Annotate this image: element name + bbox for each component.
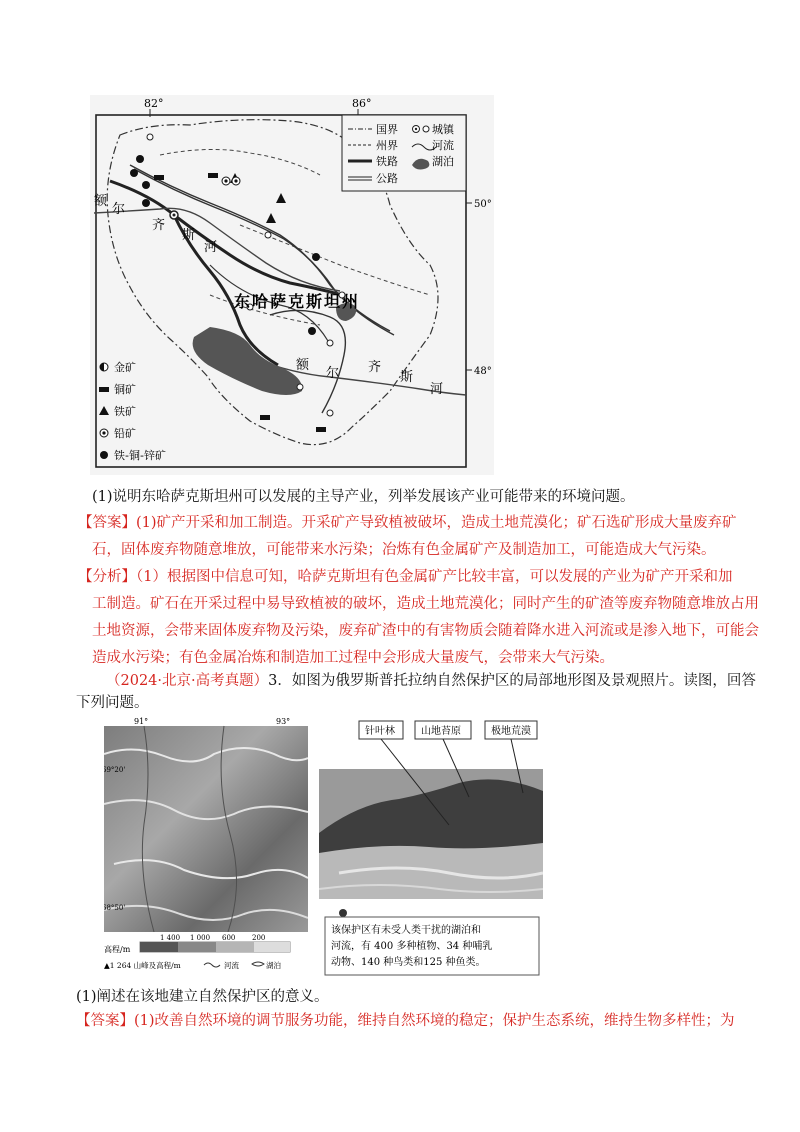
q3-1-answer-text: (1)改善自然环境的调节服务功能，维持自然环境的稳定；保护生态系统，维持生物多样性；为 bbox=[134, 1013, 735, 1029]
legend-lake: 湖泊 bbox=[266, 961, 281, 970]
elev-title: 高程/m bbox=[104, 945, 131, 954]
map-legend-top bbox=[342, 115, 466, 191]
river-char-4: 斯 bbox=[182, 228, 196, 243]
q1-analysis-line-3: 土地资源，会带来固体废弃物及污染，废弃矿渣中的有害物质会随着降水进入河流或是渗入地下，可能会 bbox=[92, 623, 759, 639]
legend-gonglu: 公路 bbox=[376, 172, 398, 185]
q3-stem-text-1: 3．如图为俄罗斯普托拉纳自然保护区的局部地形图及景观照片。读图，回答 bbox=[268, 673, 756, 689]
lon-label-86: 86° bbox=[352, 97, 372, 110]
legend-lead: 铅矿 bbox=[114, 427, 136, 440]
legend-chengzhen: 城镇 bbox=[432, 123, 454, 136]
river-char-5: 河 bbox=[204, 240, 218, 255]
legend-gold: 金矿 bbox=[114, 361, 136, 374]
legend-hubo: 湖泊 bbox=[432, 155, 454, 168]
q1-answer-tag: 【答案】 bbox=[78, 515, 136, 531]
photo-label-conifer: 针叶林 bbox=[365, 726, 395, 737]
east-kazakhstan-map-svg bbox=[90, 95, 494, 475]
photo-caption-line-1: 该保护区有未受人类干扰的湖泊和 bbox=[331, 925, 481, 936]
legend-guojie: 国界 bbox=[376, 123, 398, 136]
putorana-topo-svg bbox=[104, 714, 308, 974]
legend-peak: ▲1 264 山峰及高程/m bbox=[104, 961, 181, 970]
q3-stem-line-2: 下列问题。 bbox=[76, 695, 149, 711]
q1-analysis-tag: 【分析】 bbox=[78, 569, 136, 585]
lat-label-48: 48° bbox=[474, 366, 492, 377]
photo-label-tundra: 山地苔原 bbox=[421, 726, 461, 737]
q3-1-answer-tag: 【答案】 bbox=[76, 1013, 134, 1029]
lat-label-50: 50° bbox=[474, 199, 492, 210]
legend-zhoujie: 州界 bbox=[376, 139, 398, 152]
elev-tick-200: 200 bbox=[252, 934, 266, 942]
q1-analysis-line-2: 工制造。矿石在开采过程中易导致植被的破坏，造成土地荒漠化；同时产生的矿渣等废弃物随意堆放占用 bbox=[92, 596, 759, 612]
river-lower-char-4: 斯 bbox=[400, 370, 414, 385]
q1-answer-block bbox=[78, 510, 759, 672]
q1-analysis-line-4: 造成水污染；有色金属冶炼和制造加工过程中会形成大量废气，会带来大气污染。 bbox=[92, 650, 614, 666]
lon-label-82: 82° bbox=[144, 97, 164, 110]
legend-copper: 铜矿 bbox=[114, 383, 136, 396]
q1-question: (1)说明东哈萨克斯坦州可以发展的主导产业，列举发展该产业可能带来的环境问题。 bbox=[92, 489, 635, 505]
river-lower-char-1: 额 bbox=[296, 358, 310, 373]
photo-label-desert: 极地荒漠 bbox=[491, 726, 531, 737]
river-lower-char-5: 河 bbox=[430, 382, 444, 397]
q3-1-question: (1)阐述在该地建立自然保护区的意义。 bbox=[76, 989, 329, 1005]
topo-lon-93: 93° bbox=[276, 717, 291, 726]
q1-answer-text-1: (1)矿产开采和加工制造。开采矿产导致植被破坏，造成土地荒漠化；矿石选矿形成大量废弃矿 bbox=[136, 515, 737, 531]
legend-tielu: 铁路 bbox=[376, 155, 398, 168]
elev-tick-1400: 1 400 bbox=[160, 934, 181, 942]
river-lower-char-3: 齐 bbox=[368, 360, 382, 375]
legend-river: 河流 bbox=[224, 961, 239, 970]
q1-answer-line-2: 石，固体废弃物随意堆放，可能带来水污染；冶炼有色金属矿产及制造加工，可能造成大气污染。 bbox=[92, 542, 716, 558]
q1-analysis-text-1: （1）根据图中信息可知，哈萨克斯坦有色金属矿产比较丰富，可以发展的产业为矿产开采和加 bbox=[136, 569, 733, 585]
region-label: 东哈萨克斯坦州 bbox=[234, 292, 361, 311]
photo-caption-line-2: 河流，有 400 多种植物、34 种哺乳 bbox=[331, 941, 493, 952]
topo-lat-6920: 69°20' bbox=[104, 766, 126, 774]
legend-iron-copper-zinc: 铁-铜-锌矿 bbox=[114, 449, 166, 462]
photo-caption-line-3: 动物、140 种鸟类和125 种鱼类。 bbox=[331, 957, 486, 968]
river-char-1: 额 bbox=[94, 194, 108, 209]
elev-tick-1000: 1 000 bbox=[190, 934, 211, 942]
q3-source: （2024·北京·高考真题） bbox=[106, 673, 269, 689]
q1-analysis-line-1 bbox=[78, 564, 733, 591]
elev-tick-600: 600 bbox=[222, 934, 236, 942]
topo-lat-6850: 68°50' bbox=[104, 904, 126, 912]
topo-relief bbox=[104, 726, 308, 932]
river-char-3: 齐 bbox=[152, 218, 166, 233]
landscape-photo-card bbox=[319, 713, 543, 977]
river-lower-char-2: 尔 bbox=[326, 366, 340, 381]
legend-iron: 铁矿 bbox=[114, 405, 136, 418]
legend-heliu: 河流 bbox=[432, 139, 454, 152]
putorana-topo-map bbox=[104, 714, 308, 974]
river-char-2: 尔 bbox=[112, 202, 126, 217]
topo-lon-91: 91° bbox=[134, 717, 149, 726]
q3-stem-line-1 bbox=[106, 668, 756, 694]
east-kazakhstan-map bbox=[90, 95, 494, 475]
landscape-photo-svg bbox=[319, 713, 543, 977]
q1-answer-line-1 bbox=[78, 510, 737, 537]
q3-1-answer-line bbox=[76, 1008, 735, 1035]
